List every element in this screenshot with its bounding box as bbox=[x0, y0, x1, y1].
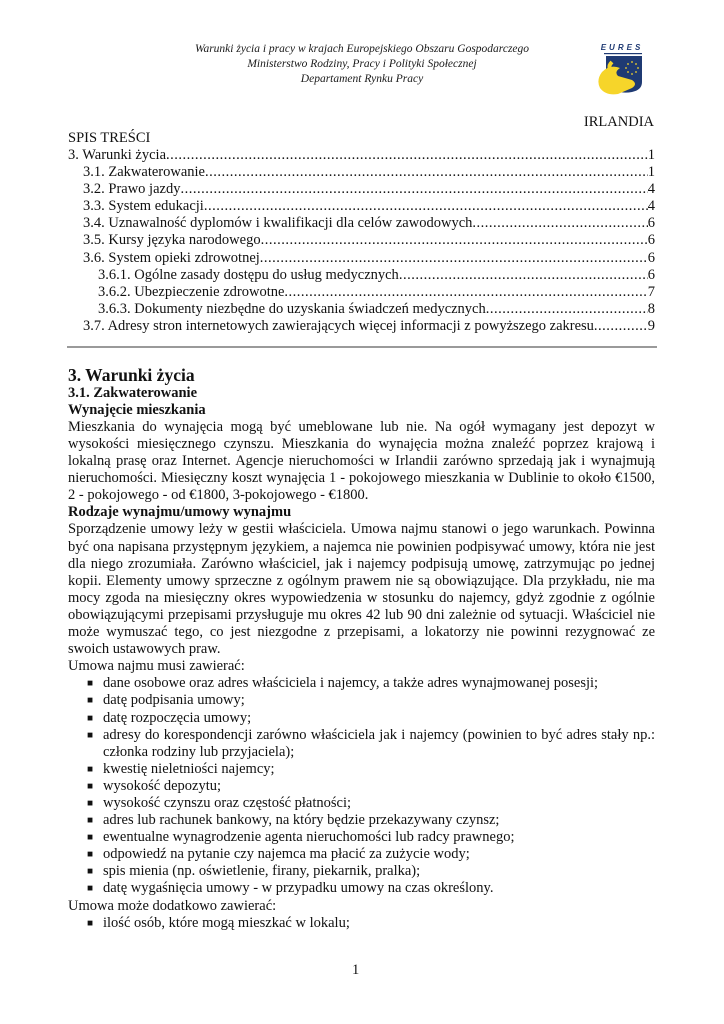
list-item: ■ adresy do korespondencji zarówno właściciela jak i najemcy (powinien to być adres stały np.: członka rodziny lub przyjaciela); bbox=[87, 726, 655, 760]
toc-entry-label: 3.7. Adresy stron internetowych zawierających więcej informacji z powyższego zakresu bbox=[83, 317, 594, 334]
toc-leader-dots bbox=[180, 181, 647, 198]
toc-entry-page: 6 bbox=[647, 215, 655, 232]
paragraph: Sporządzenie umowy leży w gestii właściciela. Umowa najmu stanowi o jego warunkach. Powinna być ona napisana przystępnym językiem, a najemca nie powinien podpisywać umowy, która nie jest dla niego zrozumiała. Zarówno właściciel, jak i najemcy podpisują umowę, zatrzymując po jednej kopii. Elementy umowy sprzeczne z ogólnym prawem nie są obowiązujące. Dla przykładu, nie ma mocy zgoda na miesięczny okres wypowiedzenia w stosunku do najemcy, gdyż zgodnie z ogólnie obowiązującymi przepisami przysługuje mu okres 42 lub 90 dni zależnie od sytuacji. Właściciel nie może wymuszać tego, co jest niezgodne z przepisami, a lokatorzy nie powinni rezygnować ze swoich ustawowych praw. bbox=[68, 521, 655, 658]
page-number: 1 bbox=[352, 962, 360, 978]
list-item: ■ ewentualne wynagrodzenie agenta nieruchomości lub radcy prawnego; bbox=[87, 829, 515, 846]
toc-leader-dots bbox=[594, 318, 648, 335]
toc-leader-dots bbox=[261, 232, 648, 249]
header-line-2: Ministerstwo Rodziny, Pracy i Polityki Społecznej bbox=[247, 58, 477, 70]
header-line-1: Warunki życia i pracy w krajach Europejskiego Obszaru Gospodarczego bbox=[194, 43, 530, 55]
toc-entry-label: 3. Warunki życia bbox=[68, 147, 167, 163]
toc-entry-label: 3.1. Zakwaterowanie bbox=[83, 164, 205, 181]
toc-entry-page: 7 bbox=[647, 283, 655, 300]
list-item: ■ datę wygaśnięcia umowy - w przypadku umowy na czas określony. bbox=[87, 880, 494, 897]
section-divider bbox=[67, 346, 657, 348]
toc-entry[interactable] bbox=[68, 250, 655, 267]
toc-entry[interactable] bbox=[68, 164, 655, 181]
table-of-contents bbox=[68, 147, 655, 335]
toc-entry-page: 4 bbox=[647, 181, 655, 198]
toc-entry-page: 1 bbox=[647, 147, 655, 163]
list-item: ■ spis mienia (np. oświetlenie, firany, piekarnik, pralka); bbox=[87, 863, 421, 880]
toc-entry[interactable] bbox=[68, 215, 655, 232]
bullet-icon: ■ bbox=[87, 678, 94, 690]
list-item: ■ kwestię nieletniości najemcy; bbox=[87, 760, 275, 777]
list-item: ■ datę podpisania umowy; bbox=[87, 692, 245, 709]
toc-entry[interactable] bbox=[68, 318, 655, 335]
bullet-icon: ■ bbox=[87, 866, 94, 878]
bullet-icon: ■ bbox=[87, 832, 94, 844]
toc-entry[interactable] bbox=[68, 232, 655, 249]
toc-entry-page: 6 bbox=[647, 232, 655, 249]
list-item: ■ dane osobowe oraz adres właściciela i najemcy, a także adres wynajmowanej posesji; bbox=[87, 675, 599, 692]
toc-leader-dots bbox=[399, 267, 648, 284]
toc-entry-label: 3.6. System opieki zdrowotnej bbox=[83, 249, 260, 266]
toc-leader-dots bbox=[166, 147, 648, 164]
eures-logo-text: EURES bbox=[600, 43, 644, 52]
toc-leader-dots bbox=[472, 215, 647, 232]
toc-entry[interactable] bbox=[68, 147, 655, 164]
bullet-icon: ■ bbox=[87, 729, 94, 741]
toc-entry-label: 3.6.2. Ubezpieczenie zdrowotne bbox=[98, 283, 285, 300]
bullet-icon: ■ bbox=[87, 695, 94, 707]
list-item: ■ datę rozpoczęcia umowy; bbox=[87, 709, 252, 726]
toc-entry-label: 3.6.3. Dokumenty niezbędne do uzyskania świadczeń medycznych bbox=[98, 300, 486, 317]
list-item: ■ ilość osób, które mogą mieszkać w lokalu; bbox=[87, 914, 350, 931]
toc-entry[interactable] bbox=[68, 198, 655, 215]
chapter-heading: 3. Warunki życia bbox=[68, 365, 195, 385]
bullet-icon: ■ bbox=[87, 849, 94, 861]
toc-entry-page: 6 bbox=[647, 249, 655, 266]
toc-entry-label: 3.6.1. Ogólne zasady dostępu do usług medycznych bbox=[98, 266, 399, 283]
toc-title: SPIS TREŚCI bbox=[68, 130, 151, 146]
toc-entry-label: 3.5. Kursy języka narodowego bbox=[83, 232, 261, 249]
toc-leader-dots bbox=[205, 164, 648, 181]
toc-entry-page: 6 bbox=[647, 266, 655, 283]
toc-leader-dots bbox=[284, 284, 647, 301]
bullet-icon: ■ bbox=[87, 815, 94, 827]
subsection-heading: Wynajęcie mieszkania bbox=[68, 402, 206, 418]
list-item: ■ wysokość depozytu; bbox=[87, 777, 221, 794]
optional-contents-list bbox=[68, 915, 655, 932]
list-item: ■ adres lub rachunek bankowy, na który będzie przekazywany czynsz; bbox=[87, 812, 500, 829]
toc-entry-label: 3.2. Prawo jazdy bbox=[83, 181, 181, 198]
toc-entry[interactable] bbox=[68, 181, 655, 198]
document-body bbox=[68, 366, 655, 932]
toc-entry[interactable] bbox=[68, 284, 655, 301]
toc-entry-page: 9 bbox=[647, 317, 655, 334]
bullet-icon: ■ bbox=[87, 763, 94, 775]
paragraph: Mieszkania do wynajęcia mogą być umeblowane lub nie. Na ogół wymagany jest depozyt w wysokości miesięcznego czynszu. Mieszkania do wynajęcia można znaleźć poprzez krajową i lokalną prasę oraz Internet. Agencje nieruchomości w Irlandii zarówno sprzedają jak i wynajmują nieruchomości. Miesięczny koszt wynajęcia 1 - pokojowego mieszkania w Dublinie to około €1500, 2 - pokojowego - od €1800, 3-pokojowego - €1800. bbox=[68, 419, 655, 504]
bullet-icon: ■ bbox=[87, 712, 94, 724]
list-item: ■ wysokość czynszu oraz częstość płatności; bbox=[87, 794, 352, 811]
country-label: IRLANDIA bbox=[583, 114, 654, 130]
section-heading: 3.1. Zakwaterowanie bbox=[68, 385, 198, 401]
document-header bbox=[150, 42, 574, 87]
bullet-icon: ■ bbox=[87, 797, 94, 809]
bullet-icon: ■ bbox=[87, 917, 94, 929]
toc-entry-page: 8 bbox=[647, 300, 655, 317]
eures-logo-icon bbox=[592, 42, 652, 98]
toc-entry-page: 1 bbox=[647, 164, 655, 181]
toc-leader-dots bbox=[486, 301, 648, 318]
toc-entry[interactable] bbox=[68, 267, 655, 284]
toc-leader-dots bbox=[204, 198, 648, 215]
list-intro: Umowa może dodatkowo zawierać: bbox=[68, 897, 277, 914]
bullet-icon: ■ bbox=[87, 883, 94, 895]
toc-entry[interactable] bbox=[68, 301, 655, 318]
bullet-icon: ■ bbox=[87, 780, 94, 792]
list-item: ■ odpowiedź na pytanie czy najemca ma płacić za zużycie wody; bbox=[87, 846, 470, 863]
toc-entry-label: 3.4. Uznawalność dyplomów i kwalifikacji dla celów zawodowych bbox=[83, 215, 473, 232]
subsection-heading: Rodzaje wynajmu/umowy wynajmu bbox=[68, 504, 292, 521]
list-intro: Umowa najmu musi zawierać: bbox=[68, 658, 245, 675]
header-line-3: Departament Rynku Pracy bbox=[300, 73, 424, 85]
toc-entry-page: 4 bbox=[647, 198, 655, 215]
toc-entry-label: 3.3. System edukacji bbox=[83, 198, 204, 215]
toc-leader-dots bbox=[260, 250, 648, 267]
required-contents-list bbox=[68, 675, 655, 897]
